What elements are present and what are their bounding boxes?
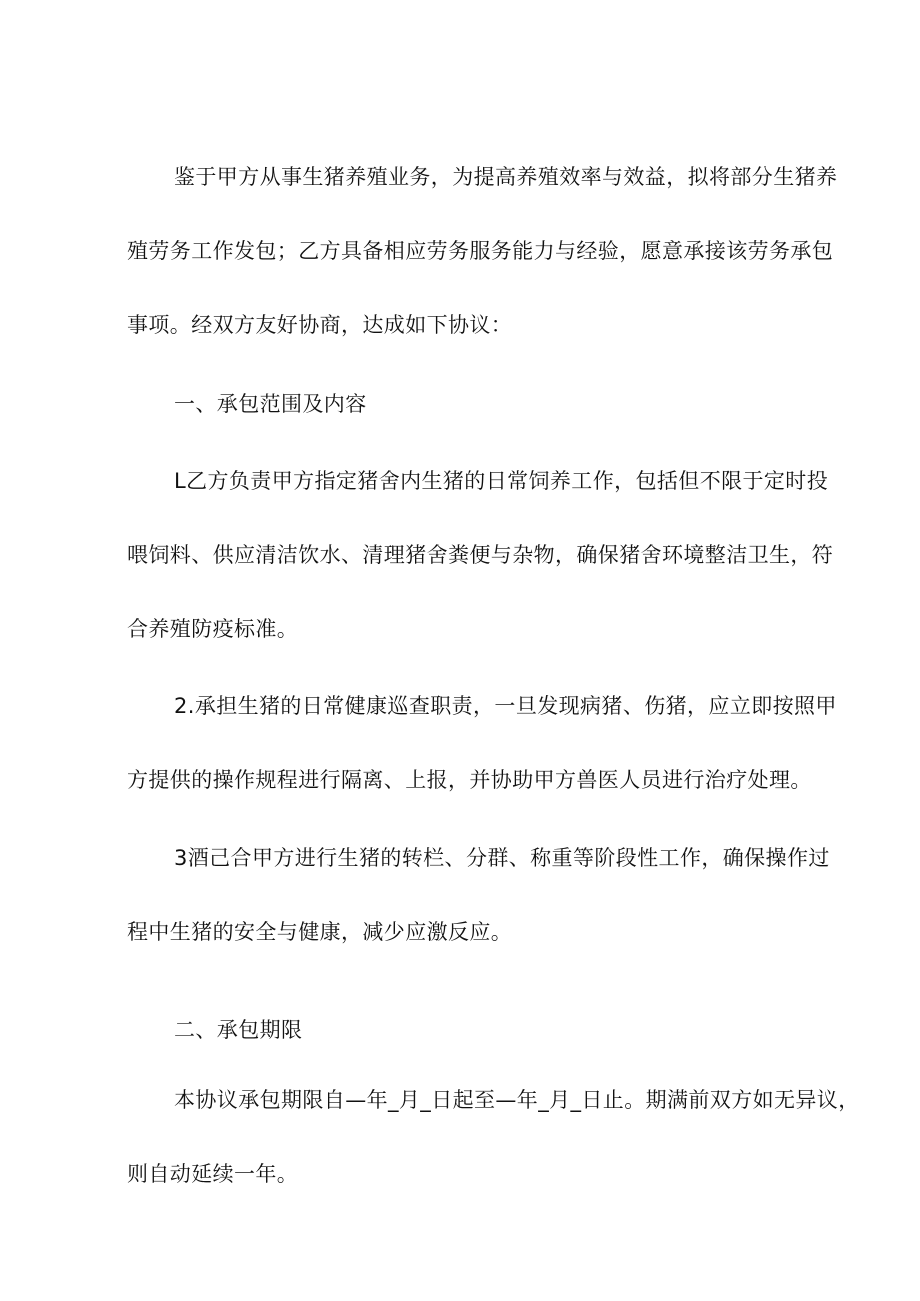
clause-1-line-3: 合养殖防疫标准。 [127, 617, 299, 641]
preamble-line-3: 事项。经双方友好协商，达成如下协议： [127, 313, 513, 337]
clause-1-line-2: 喂饲料、供应清洁饮水、清理猪舍粪便与杂物，确保猪舍环境整洁卫生，符 [127, 543, 834, 567]
section-1-heading: 一、承包范围及内容 [174, 392, 367, 416]
clause-1-line-1: L乙方负责甲方指定猪舍内生猪的日常饲养工作，包括但不限于定时投 [174, 469, 829, 493]
section-2-heading: 二、承包期限 [174, 1018, 303, 1042]
term-line-2: 则自动延续一年。 [127, 1162, 299, 1186]
preamble-line-2: 殖劳务工作发包；乙方具备相应劳务服务能力与经验，愿意承接该劳务承包 [127, 239, 834, 263]
clause-2-line-2: 方提供的操作规程进行隔离、上报，并协助甲方兽医人员进行治疗处理。 [127, 768, 812, 792]
clause-2-line-1: 2.承担生猪的日常健康巡查职责，一旦发现病猪、伤猪，应立即按照甲 [174, 694, 837, 718]
clause-3-line-1: 3酒己合甲方进行生猪的转栏、分群、称重等阶段性工作，确保操作过 [174, 846, 830, 870]
clause-3-line-2: 程中生猪的安全与健康，减少应激反应。 [127, 920, 513, 944]
preamble-line-1: 鉴于甲方从事生猪养殖业务，为提高养殖效率与效益，拟将部分生猪养 [174, 165, 838, 189]
term-line-1: 本协议承包期限自—年_月_日起至—年_月_日止。期满前双方如无异议， [174, 1088, 860, 1112]
